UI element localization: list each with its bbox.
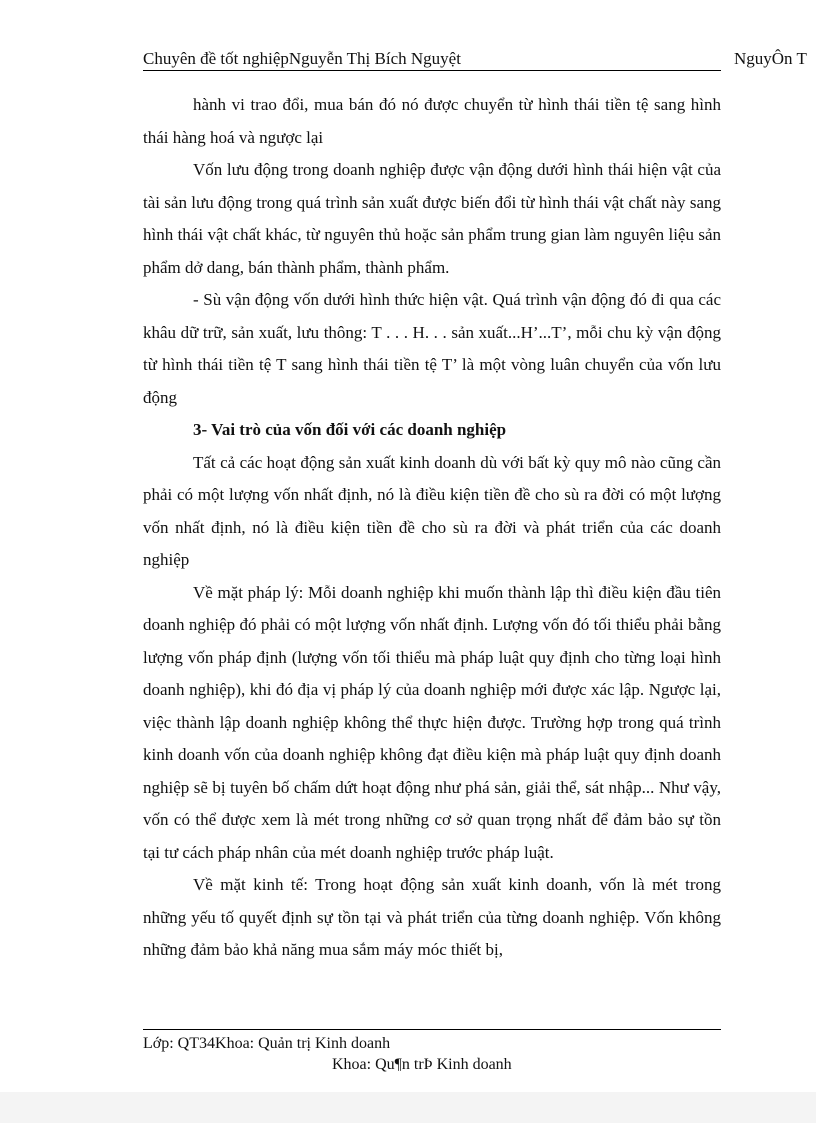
footer-divider xyxy=(143,1029,721,1030)
header-divider xyxy=(143,70,721,71)
paragraph-continuation: hành vi trao đổi, mua bán đó nó được chuyển từ hình thái tiền tệ sang hình thái hàng hoá và ngược lại xyxy=(143,95,721,147)
running-footer-line2: Khoa: Qu¶n trÞ Kinh doanh xyxy=(332,1056,512,1073)
paragraph: Về mặt kinh tế: Trong hoạt động sản xuất kinh doanh, vốn là mét trong những yếu tố quyết định sự tồn tại và phát triển của từng doanh nghiệp. Vốn không những đảm bảo khả năng mua sắm máy móc thiết bị, xyxy=(143,875,721,959)
running-header-left: Chuyên đề tốt nghiệpNguyễn Thị Bích Nguyệt xyxy=(143,49,461,68)
paragraph: Vốn lưu động trong doanh nghiệp được vận động dưới hình thái hiện vật của tài sản lưu động trong quá trình sản xuất được biến đổi từ hình thái vật chất này sang hình thái vật chất khác, từ nguyên thủ hoặc sản phẩm trung gian làm nguyên liệu sản phẩm dở dang, bán thành phẩm, thành phẩm. xyxy=(143,160,721,277)
section-heading: 3- Vai trò của vốn đối với các doanh nghiệp xyxy=(193,420,507,439)
document-body xyxy=(143,89,721,967)
running-footer-line1: Lớp: QT34Khoa: Quản trị Kinh doanh xyxy=(143,1035,391,1052)
page-bottom-shade xyxy=(0,1092,816,1123)
paragraph: Tất cả các hoạt động sản xuất kinh doanh dù với bất kỳ quy mô nào cũng cần phải có một lượng vốn nhất định, nó là điều kiện tiền đề cho sù ra đời có một lượng vốn nhất định, nó là điều kiện tiền đề cho sù ra đời và phát triển của các doanh nghiệp xyxy=(143,452,721,569)
running-header-right: NguyÔn T xyxy=(734,49,807,68)
paragraph: - Sù vận động vốn dưới hình thức hiện vật. Quá trình vận động đó đi qua các khâu dữ trữ, sản xuất, lưu thông: T . . . H. . . sản xuất...H’...T’, mỗi chu kỳ vận động từ hình thái tiền tệ T sang hình thái tiền tệ T’ là một vòng luân chuyển của vốn lưu động xyxy=(143,290,721,407)
paragraph: Về mặt pháp lý: Mỗi doanh nghiệp khi muốn thành lập thì điều kiện đầu tiên doanh nghiệp đó phải có một lượng vốn nhất định. Lượng vốn đó tối thiểu phải bằng lượng vốn pháp định (lượng vốn tối thiểu mà pháp luật quy định cho từng loại hình doanh nghiệp), khi đó địa vị pháp lý của doanh nghiệp mới được xác lập. Ngược lại, việc thành lập doanh nghiệp không thể thực hiện được. Trường hợp trong quá trình kinh doanh vốn của doanh nghiệp không đạt điều kiện mà pháp luật quy định doanh nghiệp sẽ bị tuyên bố chấm dứt hoạt động như phá sản, giải thể, sát nhập... Như vậy, vốn có thể được xem là mét trong những cơ sở quan trọng nhất để đảm bảo sự tồn tại tư cách pháp nhân của mét doanh nghiệp trước pháp luật. xyxy=(143,582,721,862)
